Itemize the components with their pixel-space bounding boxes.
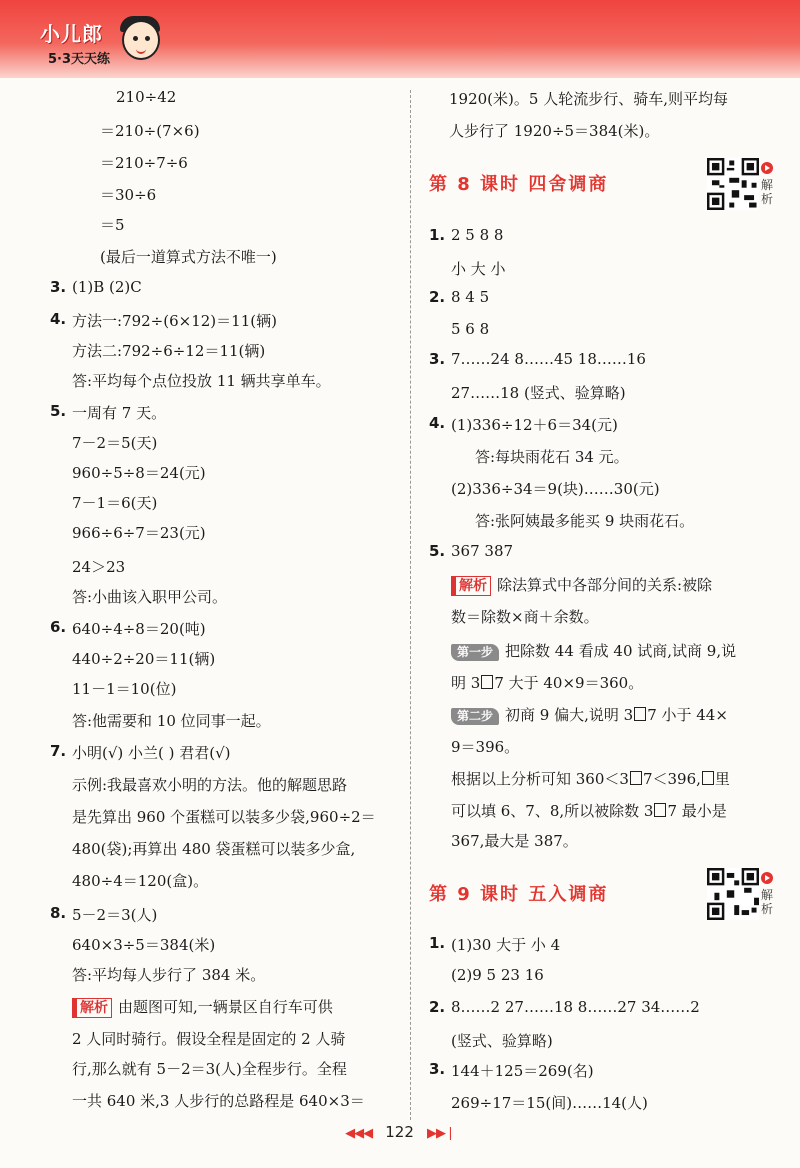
answer-line: 7－1＝6(天) bbox=[72, 494, 158, 512]
analysis-line: 行,那么就有 5－2＝3(人)全程步行。全程 bbox=[72, 1060, 347, 1078]
play-icon[interactable] bbox=[761, 162, 773, 174]
answer-line: (竖式、验算略) bbox=[451, 1032, 553, 1050]
analysis-tag: 解析 bbox=[451, 576, 491, 596]
calc-line: ＝30÷6 bbox=[100, 186, 157, 204]
answer-line: 小 大 小 bbox=[451, 260, 506, 278]
analysis-line bbox=[451, 768, 730, 789]
answer-line: (2)336÷34＝9(块)……30(元) bbox=[451, 480, 660, 498]
answer-line: 2 5 8 8 bbox=[451, 226, 504, 244]
question-number: 7. bbox=[50, 742, 67, 760]
answer-line: 人步行了 1920÷5＝384(米)。 bbox=[449, 122, 660, 140]
analysis-text: 除法算式中各部分间的关系:被除 bbox=[497, 576, 713, 594]
text-fragment: 初商 9 偏大,说明 3 bbox=[505, 706, 634, 724]
answer-line: 答:小曲该入职甲公司。 bbox=[72, 588, 228, 606]
text-fragment: 明 3 bbox=[451, 674, 481, 692]
analysis-text: 由题图可知,一辆景区自行车可供 bbox=[118, 998, 333, 1016]
answer-line: 8 4 5 bbox=[451, 288, 490, 306]
text-fragment: 根据以上分析可知 360＜3 bbox=[451, 770, 629, 788]
answer-line: 7－2＝5(天) bbox=[72, 434, 158, 452]
answer-line: 方法一:792÷(6×12)＝11(辆) bbox=[72, 312, 277, 330]
answer-line: (1)30 大于 小 4 bbox=[451, 936, 561, 954]
next-arrows-icon: ▶▶❘ bbox=[426, 1126, 455, 1141]
analysis-line: 367,最大是 387。 bbox=[451, 832, 578, 850]
page-number: 122 bbox=[385, 1123, 414, 1141]
blank-box bbox=[654, 803, 666, 817]
analysis-line: 9＝396。 bbox=[451, 738, 520, 756]
blank-box bbox=[481, 675, 493, 689]
answer-line: 480÷4＝120(盒)。 bbox=[72, 872, 209, 890]
answer-line: 144＋125＝269(名) bbox=[451, 1062, 594, 1080]
answer-line: 24＞23 bbox=[72, 558, 126, 576]
answer-line: 440÷2÷20＝11(辆) bbox=[72, 650, 216, 668]
qr-label: 解析 bbox=[761, 888, 774, 916]
analysis-line bbox=[451, 704, 728, 725]
question-number: 2. bbox=[429, 288, 446, 306]
answer-line: 方法二:792÷6÷12＝11(辆) bbox=[72, 342, 266, 360]
answer-line: 答:他需要和 10 位同事一起。 bbox=[72, 712, 271, 730]
answer-line: (1)B (2)C bbox=[72, 278, 142, 296]
answer-line: 480(袋);再算出 480 袋蛋糕可以装多少盒, bbox=[72, 840, 356, 858]
calc-line: 210÷42 bbox=[116, 88, 177, 106]
blank-box bbox=[634, 707, 646, 721]
analysis-line bbox=[451, 672, 643, 693]
lesson-9-title: 第 9 课时 五入调商 bbox=[429, 884, 609, 905]
answer-line: 答:平均每人步行了 384 米。 bbox=[72, 966, 266, 984]
answer-line: 966÷6÷7＝23(元) bbox=[72, 524, 206, 542]
text-fragment: 7 小于 44× bbox=[647, 706, 728, 724]
text-fragment: 7 最小是 bbox=[667, 802, 727, 820]
answer-line: 1920(米)。5 人轮流步行、骑车,则平均每 bbox=[449, 90, 728, 108]
answer-line: 640×3÷5＝384(米) bbox=[72, 936, 216, 954]
answer-line: 8……2 27……18 8……27 34……2 bbox=[451, 998, 700, 1016]
answer-line: (2)9 5 23 16 bbox=[451, 966, 544, 984]
prev-arrows-icon: ◀◀◀ bbox=[345, 1126, 373, 1141]
question-number: 2. bbox=[429, 998, 446, 1016]
question-number: 8. bbox=[50, 904, 67, 922]
answer-line: 是先算出 960 个蛋糕可以装多少袋,960÷2＝ bbox=[72, 808, 376, 826]
blank-box bbox=[630, 771, 642, 785]
analysis-line bbox=[451, 640, 736, 661]
analysis-line: 一共 640 米,3 人步行的总路程是 640×3＝ bbox=[72, 1092, 365, 1110]
page-footer bbox=[0, 1122, 800, 1141]
note-line: (最后一道算式方法不唯一) bbox=[100, 248, 277, 266]
answer-line: 答:每块雨花石 34 元。 bbox=[475, 448, 629, 466]
text-fragment: 可以填 6、7、8,所以被除数 3 bbox=[451, 802, 654, 820]
answer-line: 5 6 8 bbox=[451, 320, 490, 338]
qr-label: 解析 bbox=[761, 178, 774, 206]
play-icon[interactable] bbox=[761, 872, 773, 884]
analysis-line: 数＝除数×商＋余数。 bbox=[451, 608, 599, 626]
answer-line: 小明(√) 小兰( ) 君君(√) bbox=[72, 744, 231, 762]
answer-line: 示例:我最喜欢小明的方法。他的解题思路 bbox=[72, 776, 348, 794]
answer-line: 7……24 8……45 18……16 bbox=[451, 350, 646, 368]
text-fragment: 7＜396, bbox=[642, 770, 701, 788]
calc-line: ＝210÷(7×6) bbox=[100, 122, 200, 140]
question-number: 6. bbox=[50, 618, 67, 636]
right-column bbox=[411, 0, 800, 1120]
left-column bbox=[0, 0, 410, 1120]
question-number: 5. bbox=[429, 542, 446, 560]
qr-code-icon[interactable] bbox=[707, 158, 759, 210]
blank-box bbox=[702, 771, 714, 785]
step-1-tag: 第一步 bbox=[451, 644, 499, 661]
question-number: 3. bbox=[429, 350, 446, 368]
analysis-text: 把除数 44 看成 40 试商,试商 9,说 bbox=[505, 642, 737, 660]
answer-line: 27……18 (竖式、验算略) bbox=[451, 384, 626, 402]
step-2-tag: 第二步 bbox=[451, 708, 499, 725]
calc-line: ＝5 bbox=[100, 216, 125, 234]
answer-line: 640÷4÷8＝20(吨) bbox=[72, 620, 206, 638]
answer-line: 一周有 7 天。 bbox=[72, 404, 167, 422]
answer-line: (1)336÷12＋6＝34(元) bbox=[451, 416, 618, 434]
text-fragment: 里 bbox=[714, 770, 730, 788]
question-number: 4. bbox=[50, 310, 67, 328]
answer-line: 11－1＝10(位) bbox=[72, 680, 177, 698]
answer-line: 答:张阿姨最多能买 9 块雨花石。 bbox=[475, 512, 695, 530]
question-number: 1. bbox=[429, 226, 446, 244]
lesson-8-title: 第 8 课时 四舍调商 bbox=[429, 174, 609, 195]
logo-title: 小儿郎 bbox=[40, 22, 103, 46]
question-number: 4. bbox=[429, 414, 446, 432]
analysis-line: 2 人同时骑行。假设全程是固定的 2 人骑 bbox=[72, 1030, 346, 1048]
answer-line: 答:平均每个点位投放 11 辆共享单车。 bbox=[72, 372, 331, 390]
question-number: 1. bbox=[429, 934, 446, 952]
analysis-line bbox=[72, 996, 333, 1018]
analysis-line bbox=[451, 800, 727, 821]
answer-line: 367 387 bbox=[451, 542, 514, 560]
analysis-tag: 解析 bbox=[72, 998, 112, 1018]
answer-line: 5－2＝3(人) bbox=[72, 906, 158, 924]
qr-code-icon[interactable] bbox=[707, 868, 759, 920]
analysis-line bbox=[451, 574, 712, 596]
question-number: 3. bbox=[429, 1060, 446, 1078]
text-fragment: 7 大于 40×9＝360。 bbox=[494, 674, 644, 692]
calc-line: ＝210÷7÷6 bbox=[100, 154, 188, 172]
answer-line: 269÷17＝15(间)……14(人) bbox=[451, 1094, 648, 1112]
answer-line: 960÷5÷8＝24(元) bbox=[72, 464, 206, 482]
logo-subtitle: 5·3天天练 bbox=[48, 52, 111, 67]
question-number: 3. bbox=[50, 278, 67, 296]
question-number: 5. bbox=[50, 402, 67, 420]
